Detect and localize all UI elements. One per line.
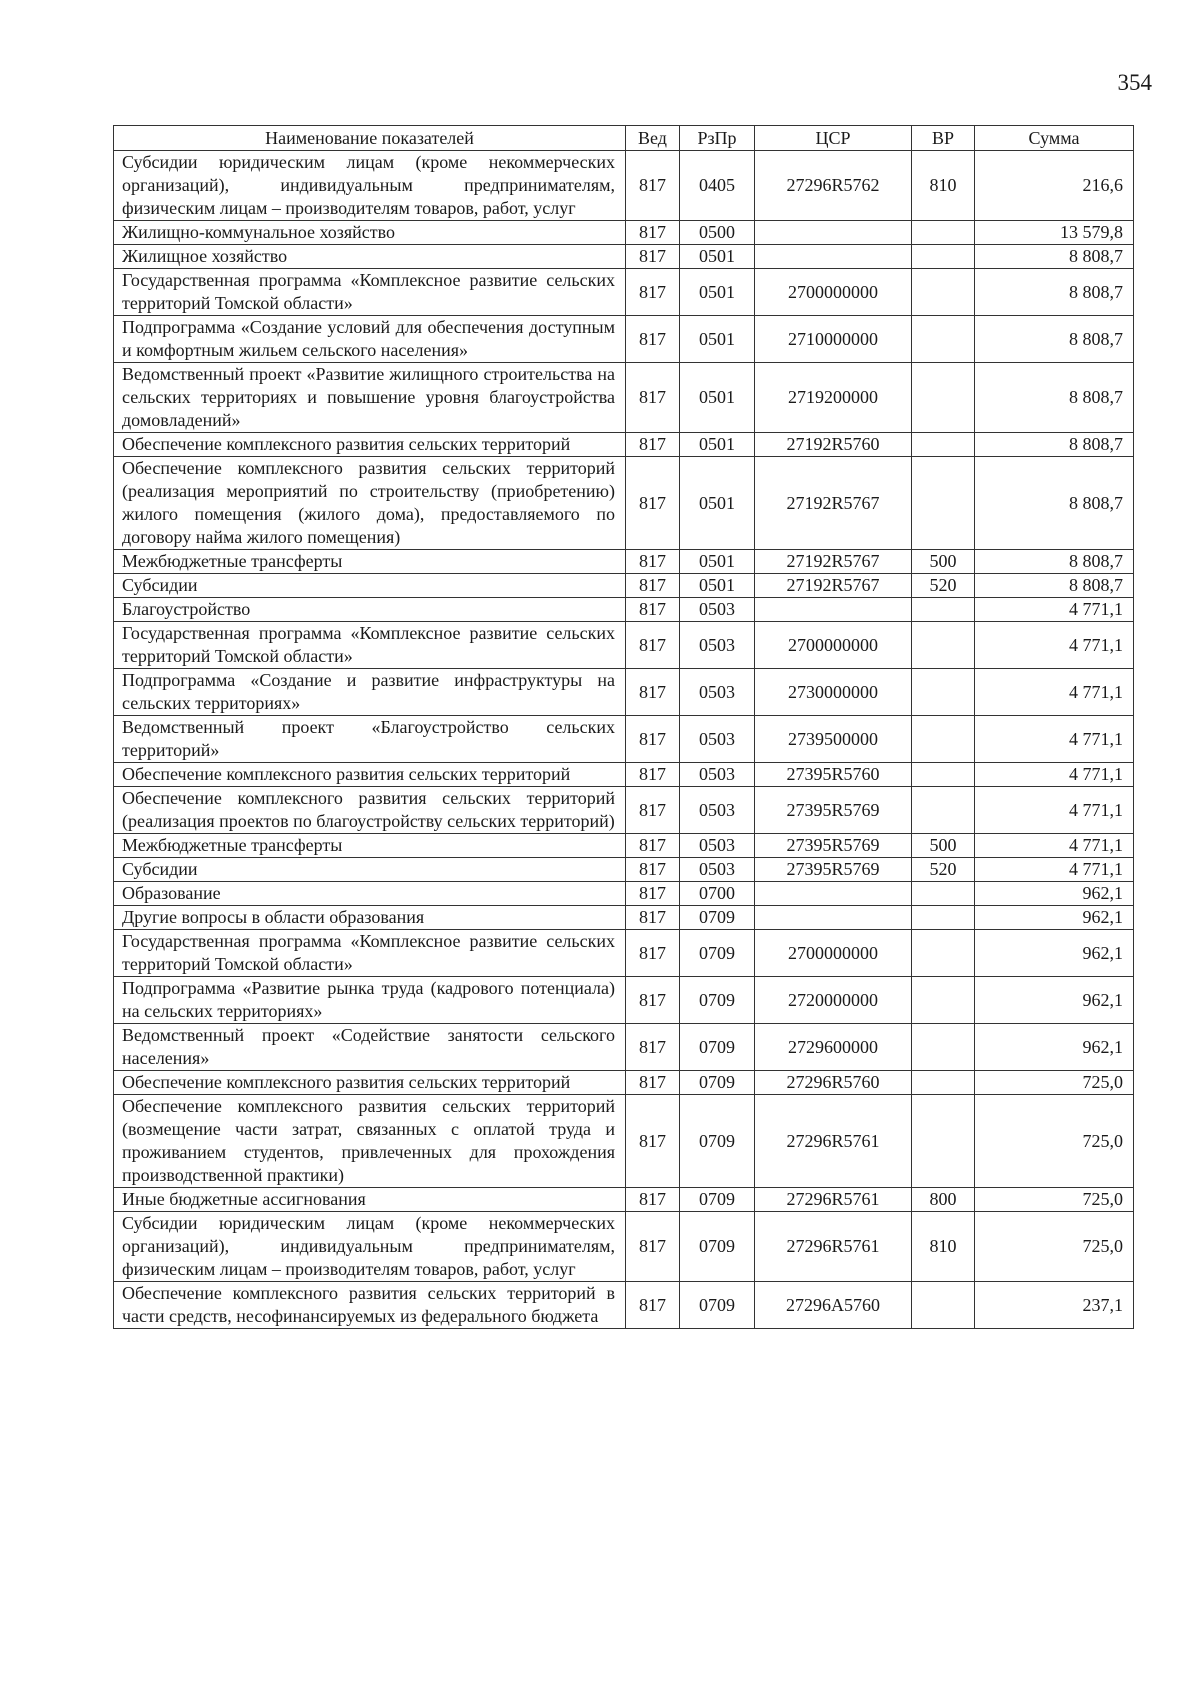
table-row bbox=[114, 550, 1134, 574]
cell-name: Государственная программа «Комплексное развитие сельских территорий Томской области» bbox=[114, 622, 626, 669]
cell-ved: 817 bbox=[626, 930, 680, 977]
header-rzpr: РзПр bbox=[680, 126, 755, 151]
cell-sum: 216,6 bbox=[975, 151, 1134, 221]
cell-name: Иные бюджетные ассигнования bbox=[114, 1188, 626, 1212]
cell-sum: 962,1 bbox=[975, 882, 1134, 906]
cell-name: Обеспечение комплексного развития сельских территорий (возмещение части затрат, связанных с оплатой труда и проживанием студентов, привлеченных для прохождения производственной практики) bbox=[114, 1095, 626, 1188]
cell-rzpr: 0501 bbox=[680, 316, 755, 363]
cell-csr: 27395R5769 bbox=[755, 858, 912, 882]
cell-csr: 27296A5760 bbox=[755, 1282, 912, 1329]
cell-name: Обеспечение комплексного развития сельских территорий (реализация проектов по благоустройству сельских территорий) bbox=[114, 787, 626, 834]
cell-rzpr: 0709 bbox=[680, 977, 755, 1024]
cell-rzpr: 0503 bbox=[680, 858, 755, 882]
cell-csr: 27192R5767 bbox=[755, 457, 912, 550]
cell-ved: 817 bbox=[626, 363, 680, 433]
cell-vr bbox=[912, 457, 975, 550]
table-row bbox=[114, 622, 1134, 669]
cell-rzpr: 0709 bbox=[680, 906, 755, 930]
cell-csr bbox=[755, 882, 912, 906]
cell-csr: 2730000000 bbox=[755, 669, 912, 716]
cell-rzpr: 0405 bbox=[680, 151, 755, 221]
cell-ved: 817 bbox=[626, 906, 680, 930]
cell-name: Государственная программа «Комплексное развитие сельских территорий Томской области» bbox=[114, 269, 626, 316]
cell-csr bbox=[755, 221, 912, 245]
cell-csr: 27395R5760 bbox=[755, 763, 912, 787]
table-row bbox=[114, 834, 1134, 858]
cell-csr: 2739500000 bbox=[755, 716, 912, 763]
cell-ved: 817 bbox=[626, 433, 680, 457]
cell-vr bbox=[912, 669, 975, 716]
cell-ved: 817 bbox=[626, 457, 680, 550]
cell-csr: 2720000000 bbox=[755, 977, 912, 1024]
cell-name: Образование bbox=[114, 882, 626, 906]
cell-sum: 4 771,1 bbox=[975, 858, 1134, 882]
cell-ved: 817 bbox=[626, 858, 680, 882]
cell-vr: 500 bbox=[912, 550, 975, 574]
cell-ved: 817 bbox=[626, 269, 680, 316]
cell-sum: 962,1 bbox=[975, 906, 1134, 930]
cell-name: Межбюджетные трансферты bbox=[114, 550, 626, 574]
cell-rzpr: 0501 bbox=[680, 457, 755, 550]
cell-vr bbox=[912, 906, 975, 930]
cell-ved: 817 bbox=[626, 1024, 680, 1071]
cell-csr: 27296R5762 bbox=[755, 151, 912, 221]
cell-name: Жилищное хозяйство bbox=[114, 245, 626, 269]
cell-sum: 725,0 bbox=[975, 1095, 1134, 1188]
table-row bbox=[114, 669, 1134, 716]
cell-sum: 725,0 bbox=[975, 1071, 1134, 1095]
cell-sum: 4 771,1 bbox=[975, 669, 1134, 716]
cell-csr: 27296R5761 bbox=[755, 1212, 912, 1282]
cell-rzpr: 0709 bbox=[680, 1212, 755, 1282]
cell-ved: 817 bbox=[626, 1095, 680, 1188]
cell-name: Подпрограмма «Развитие рынка труда (кадрового потенциала) на сельских территориях» bbox=[114, 977, 626, 1024]
cell-csr: 27192R5767 bbox=[755, 574, 912, 598]
cell-rzpr: 0501 bbox=[680, 574, 755, 598]
cell-sum: 4 771,1 bbox=[975, 834, 1134, 858]
cell-rzpr: 0503 bbox=[680, 834, 755, 858]
cell-sum: 4 771,1 bbox=[975, 598, 1134, 622]
cell-ved: 817 bbox=[626, 1188, 680, 1212]
cell-csr: 2719200000 bbox=[755, 363, 912, 433]
cell-name: Субсидии bbox=[114, 574, 626, 598]
cell-vr bbox=[912, 930, 975, 977]
cell-csr: 27296R5761 bbox=[755, 1095, 912, 1188]
table-row bbox=[114, 574, 1134, 598]
cell-name: Обеспечение комплексного развития сельских территорий bbox=[114, 433, 626, 457]
table-row bbox=[114, 245, 1134, 269]
cell-rzpr: 0503 bbox=[680, 787, 755, 834]
table-row bbox=[114, 787, 1134, 834]
cell-rzpr: 0500 bbox=[680, 221, 755, 245]
cell-sum: 4 771,1 bbox=[975, 716, 1134, 763]
cell-rzpr: 0503 bbox=[680, 716, 755, 763]
cell-ved: 817 bbox=[626, 834, 680, 858]
table-row bbox=[114, 316, 1134, 363]
cell-rzpr: 0709 bbox=[680, 1024, 755, 1071]
cell-csr: 2729600000 bbox=[755, 1024, 912, 1071]
cell-sum: 8 808,7 bbox=[975, 363, 1134, 433]
cell-vr: 500 bbox=[912, 834, 975, 858]
cell-rzpr: 0503 bbox=[680, 763, 755, 787]
cell-csr: 27395R5769 bbox=[755, 787, 912, 834]
cell-rzpr: 0709 bbox=[680, 1282, 755, 1329]
page-number: 354 bbox=[1117, 70, 1152, 95]
cell-csr bbox=[755, 906, 912, 930]
cell-vr bbox=[912, 221, 975, 245]
table-row bbox=[114, 906, 1134, 930]
cell-name: Субсидии bbox=[114, 858, 626, 882]
cell-name: Обеспечение комплексного развития сельских территорий в части средств, несофинансируемых из федерального бюджета bbox=[114, 1282, 626, 1329]
cell-sum: 8 808,7 bbox=[975, 316, 1134, 363]
cell-vr bbox=[912, 598, 975, 622]
cell-rzpr: 0700 bbox=[680, 882, 755, 906]
cell-name: Ведомственный проект «Развитие жилищного строительства на сельских территориях и повышение уровня благоустройства домовладений» bbox=[114, 363, 626, 433]
cell-rzpr: 0709 bbox=[680, 930, 755, 977]
cell-name: Обеспечение комплексного развития сельских территорий bbox=[114, 763, 626, 787]
table-row bbox=[114, 1024, 1134, 1071]
cell-csr bbox=[755, 598, 912, 622]
cell-vr bbox=[912, 433, 975, 457]
cell-vr: 800 bbox=[912, 1188, 975, 1212]
cell-csr: 27296R5760 bbox=[755, 1071, 912, 1095]
cell-vr bbox=[912, 787, 975, 834]
table-row bbox=[114, 763, 1134, 787]
cell-sum: 962,1 bbox=[975, 930, 1134, 977]
table-row bbox=[114, 1282, 1134, 1329]
cell-ved: 817 bbox=[626, 669, 680, 716]
table-row bbox=[114, 858, 1134, 882]
cell-ved: 817 bbox=[626, 316, 680, 363]
cell-rzpr: 0709 bbox=[680, 1095, 755, 1188]
cell-vr bbox=[912, 1071, 975, 1095]
cell-ved: 817 bbox=[626, 221, 680, 245]
cell-ved: 817 bbox=[626, 1071, 680, 1095]
table-row bbox=[114, 1188, 1134, 1212]
cell-name: Жилищно-коммунальное хозяйство bbox=[114, 221, 626, 245]
table-row bbox=[114, 269, 1134, 316]
cell-sum: 8 808,7 bbox=[975, 269, 1134, 316]
cell-rzpr: 0501 bbox=[680, 269, 755, 316]
table-row bbox=[114, 363, 1134, 433]
cell-csr: 2700000000 bbox=[755, 930, 912, 977]
table-row bbox=[114, 1071, 1134, 1095]
table-row bbox=[114, 882, 1134, 906]
table-row bbox=[114, 457, 1134, 550]
cell-rzpr: 0501 bbox=[680, 550, 755, 574]
cell-rzpr: 0501 bbox=[680, 363, 755, 433]
table-row bbox=[114, 1095, 1134, 1188]
cell-sum: 4 771,1 bbox=[975, 787, 1134, 834]
cell-rzpr: 0709 bbox=[680, 1188, 755, 1212]
cell-sum: 962,1 bbox=[975, 977, 1134, 1024]
cell-vr bbox=[912, 269, 975, 316]
cell-vr bbox=[912, 977, 975, 1024]
header-name: Наименование показателей bbox=[114, 126, 626, 151]
cell-ved: 817 bbox=[626, 245, 680, 269]
cell-ved: 817 bbox=[626, 1282, 680, 1329]
cell-sum: 8 808,7 bbox=[975, 245, 1134, 269]
cell-name: Субсидии юридическим лицам (кроме некоммерческих организаций), индивидуальным предпринимателям, физическим лицам – производителям товаров, работ, услуг bbox=[114, 1212, 626, 1282]
cell-name: Государственная программа «Комплексное развитие сельских территорий Томской области» bbox=[114, 930, 626, 977]
cell-rzpr: 0709 bbox=[680, 1071, 755, 1095]
cell-csr: 27296R5761 bbox=[755, 1188, 912, 1212]
cell-ved: 817 bbox=[626, 716, 680, 763]
cell-ved: 817 bbox=[626, 763, 680, 787]
cell-csr: 27192R5767 bbox=[755, 550, 912, 574]
header-vr: ВР bbox=[912, 126, 975, 151]
cell-vr: 810 bbox=[912, 151, 975, 221]
cell-sum: 8 808,7 bbox=[975, 550, 1134, 574]
cell-sum: 725,0 bbox=[975, 1188, 1134, 1212]
cell-vr bbox=[912, 1095, 975, 1188]
table-header-row bbox=[114, 126, 1134, 151]
cell-ved: 817 bbox=[626, 622, 680, 669]
cell-rzpr: 0503 bbox=[680, 669, 755, 716]
cell-name: Обеспечение комплексного развития сельских территорий bbox=[114, 1071, 626, 1095]
cell-ved: 817 bbox=[626, 882, 680, 906]
budget-table bbox=[113, 125, 1134, 1329]
cell-ved: 817 bbox=[626, 1212, 680, 1282]
cell-sum: 4 771,1 bbox=[975, 763, 1134, 787]
cell-rzpr: 0501 bbox=[680, 433, 755, 457]
table-row bbox=[114, 221, 1134, 245]
cell-vr: 810 bbox=[912, 1212, 975, 1282]
cell-vr bbox=[912, 622, 975, 669]
cell-name: Ведомственный проект «Содействие занятости сельского населения» bbox=[114, 1024, 626, 1071]
cell-csr: 2710000000 bbox=[755, 316, 912, 363]
cell-ved: 817 bbox=[626, 787, 680, 834]
cell-ved: 817 bbox=[626, 151, 680, 221]
cell-name: Благоустройство bbox=[114, 598, 626, 622]
header-sum: Сумма bbox=[975, 126, 1134, 151]
cell-vr bbox=[912, 1282, 975, 1329]
cell-name: Подпрограмма «Создание и развитие инфраструктуры на сельских территориях» bbox=[114, 669, 626, 716]
cell-vr bbox=[912, 716, 975, 763]
cell-sum: 8 808,7 bbox=[975, 433, 1134, 457]
cell-rzpr: 0503 bbox=[680, 622, 755, 669]
cell-vr bbox=[912, 1024, 975, 1071]
cell-sum: 725,0 bbox=[975, 1212, 1134, 1282]
cell-name: Субсидии юридическим лицам (кроме некоммерческих организаций), индивидуальным предпринимателям, физическим лицам – производителям товаров, работ, услуг bbox=[114, 151, 626, 221]
cell-name: Другие вопросы в области образования bbox=[114, 906, 626, 930]
cell-name: Ведомственный проект «Благоустройство сельских территорий» bbox=[114, 716, 626, 763]
cell-sum: 13 579,8 bbox=[975, 221, 1134, 245]
cell-csr: 27395R5769 bbox=[755, 834, 912, 858]
cell-name: Обеспечение комплексного развития сельских территорий (реализация мероприятий по строительству (приобретению) жилого помещения (жилого дома), предоставляемого по договору найма жилого помещения) bbox=[114, 457, 626, 550]
cell-ved: 817 bbox=[626, 574, 680, 598]
cell-vr bbox=[912, 763, 975, 787]
header-ved: Вед bbox=[626, 126, 680, 151]
cell-name: Межбюджетные трансферты bbox=[114, 834, 626, 858]
cell-sum: 237,1 bbox=[975, 1282, 1134, 1329]
cell-vr: 520 bbox=[912, 574, 975, 598]
cell-csr: 2700000000 bbox=[755, 622, 912, 669]
table-row bbox=[114, 930, 1134, 977]
cell-vr: 520 bbox=[912, 858, 975, 882]
cell-sum: 4 771,1 bbox=[975, 622, 1134, 669]
cell-csr: 27192R5760 bbox=[755, 433, 912, 457]
table-row bbox=[114, 433, 1134, 457]
cell-vr bbox=[912, 316, 975, 363]
cell-ved: 817 bbox=[626, 977, 680, 1024]
cell-vr bbox=[912, 363, 975, 433]
table-row bbox=[114, 1212, 1134, 1282]
table-row bbox=[114, 598, 1134, 622]
cell-name: Подпрограмма «Создание условий для обеспечения доступным и комфортным жильем сельского населения» bbox=[114, 316, 626, 363]
table-body bbox=[114, 151, 1134, 1329]
table-row bbox=[114, 716, 1134, 763]
cell-csr: 2700000000 bbox=[755, 269, 912, 316]
cell-ved: 817 bbox=[626, 550, 680, 574]
header-csr: ЦСР bbox=[755, 126, 912, 151]
cell-sum: 8 808,7 bbox=[975, 574, 1134, 598]
cell-ved: 817 bbox=[626, 598, 680, 622]
cell-rzpr: 0503 bbox=[680, 598, 755, 622]
table-row bbox=[114, 977, 1134, 1024]
cell-csr bbox=[755, 245, 912, 269]
cell-sum: 8 808,7 bbox=[975, 457, 1134, 550]
cell-rzpr: 0501 bbox=[680, 245, 755, 269]
cell-vr bbox=[912, 245, 975, 269]
cell-vr bbox=[912, 882, 975, 906]
table-row bbox=[114, 151, 1134, 221]
cell-sum: 962,1 bbox=[975, 1024, 1134, 1071]
